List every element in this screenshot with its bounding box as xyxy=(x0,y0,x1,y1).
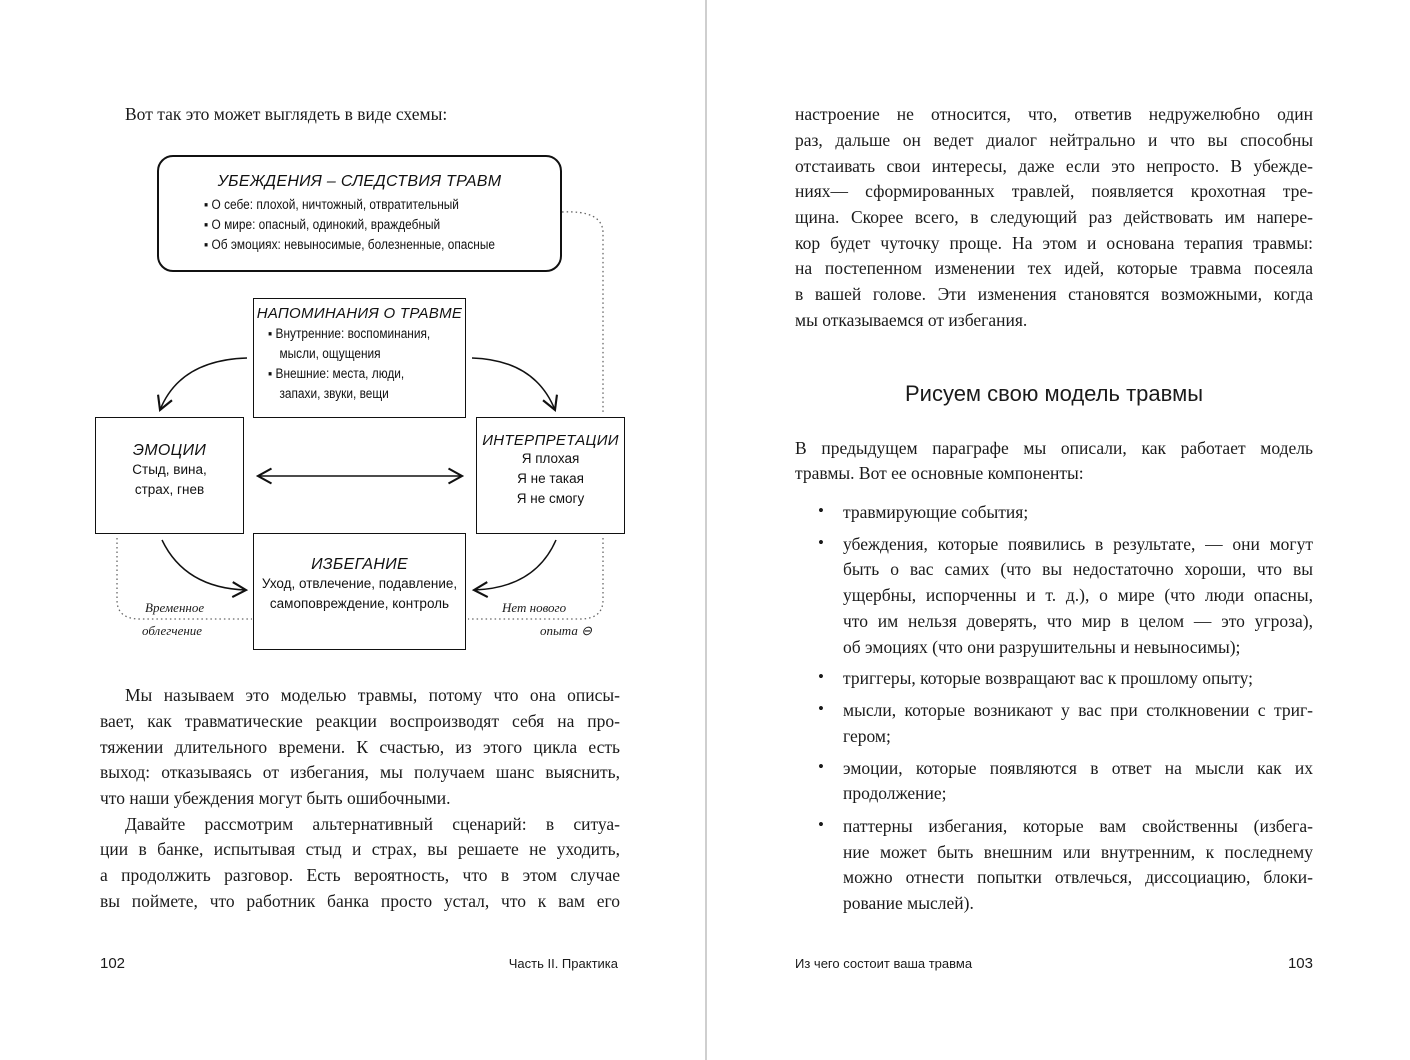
bullet-icon: • xyxy=(818,501,824,520)
reminders-item: мысли, ощущения xyxy=(279,346,381,361)
list-item: триггеры, которые возвращают вас к прошлому опыту; xyxy=(843,668,1253,688)
interpretations-line: Я не смогу xyxy=(516,491,585,506)
reminders-box xyxy=(253,298,466,418)
beliefs-item: ▪ О мире: опасный, одинокий, враждебный xyxy=(204,217,441,232)
list-item: травмирующие события; xyxy=(843,502,1029,522)
interpretations-box xyxy=(476,417,625,534)
list-item: можно отнести попытки отвлечься, диссоциацию, блоки- xyxy=(843,867,1313,887)
bullet-icon: • xyxy=(818,533,824,552)
body-line: вает, как травматические реакции воспроизводят себя на про- xyxy=(100,711,620,731)
body-line: В предыдущем параграфе мы описали, как работает модель xyxy=(795,438,1313,458)
body-line: травмы. Вот ее основные компоненты: xyxy=(795,463,1084,483)
page-number-right: 103 xyxy=(1287,955,1313,972)
reminders-title: НАПОМИНАНИЯ О ТРАВМЕ xyxy=(256,305,463,322)
emotions-line: страх, гнев xyxy=(134,482,205,497)
emotions-title: ЭМОЦИИ xyxy=(132,442,207,459)
avoidance-line: самоповреждение, контроль xyxy=(269,596,450,611)
page-gutter xyxy=(705,0,707,1060)
body-line: выход: отказываясь от избегания, мы получаем шанс выяснить, xyxy=(100,762,620,782)
running-head-left: Часть II. Практика xyxy=(508,956,618,971)
list-item: рование мыслей). xyxy=(843,893,974,913)
beliefs-title: УБЕЖДЕНИЯ – СЛЕДСТВИЯ ТРАВМ xyxy=(217,173,502,190)
dotted-feedback-line xyxy=(562,212,603,412)
running-head-right: Из чего состоит ваша травма xyxy=(795,956,973,971)
list-item: мысли, которые возникают у вас при столкновении с триг- xyxy=(843,700,1313,720)
list-item: что им нельзя доверять, что мир в целом — это угроза), xyxy=(843,611,1313,631)
note-no-new-experience: Нет нового xyxy=(502,600,567,615)
body-line: настроение не относится, что, ответив недружелюбно один xyxy=(795,104,1313,124)
interpretations-line: Я плохая xyxy=(521,451,580,466)
emotions-box xyxy=(95,417,244,534)
body-line: Мы называем это моделью травмы, потому что она описы- xyxy=(125,685,620,705)
body-line: ниях— сформированных травлей, появляется крохотная тре- xyxy=(795,181,1313,201)
avoidance-box xyxy=(253,533,466,650)
list-item: паттерны избегания, которые вам свойственны (избега- xyxy=(843,816,1313,836)
reminders-item: ▪ Внешние: места, люди, xyxy=(268,366,405,381)
list-item: об эмоциях (что они разрушительны и невыносимы); xyxy=(843,637,1241,657)
reminders-item: ▪ Внутренние: воспоминания, xyxy=(268,326,431,341)
beliefs-item: ▪ Об эмоциях: невыносимые, болезненные, опасные xyxy=(204,237,496,252)
bullet-icon: • xyxy=(818,815,824,834)
list-item: эмоции, которые появляются в ответ на мысли как их xyxy=(843,758,1313,778)
list-item: ущербны, испорченны и т. д.), о мире (что люди опасны, xyxy=(843,585,1313,605)
reminders-item: запахи, звуки, вещи xyxy=(279,386,389,401)
bullet-icon: • xyxy=(818,757,824,776)
body-line: кор будет чуточку проще. На этом и основана терапия травмы: xyxy=(795,233,1313,253)
body-line: раз, дальше он ведет диалог нейтрально и что вы способны xyxy=(795,130,1313,150)
avoidance-line: Уход, отвлечение, подавление, xyxy=(261,576,458,591)
note-temporary-relief: Временное xyxy=(145,600,205,615)
body-line: на постепенном изменении тех идей, которые травма посеяла xyxy=(795,258,1313,278)
list-item: убеждения, которые появились в результате, — они могут xyxy=(843,534,1313,554)
bullet-icon: • xyxy=(818,667,824,686)
list-item: продолжение; xyxy=(843,783,947,803)
body-line: Давайте рассмотрим альтернативный сценарий: в ситуа- xyxy=(125,814,620,834)
body-line: мы отказываемся от избегания. xyxy=(795,310,1028,330)
interpretations-title: ИНТЕРПРЕТАЦИИ xyxy=(482,432,619,449)
page-number-left: 102 xyxy=(100,955,126,972)
body-line: а продолжить разговор. Есть вероятность, что в этом случае xyxy=(100,865,620,885)
body-line: что наши убеждения могут быть ошибочными. xyxy=(100,788,451,808)
list-item: гером; xyxy=(843,726,891,746)
body-line: ции в банке, испытывая стыд и страх, вы решаете не уходить, xyxy=(100,839,620,859)
list-item: ние может быть внешним или внутренним, к последнему xyxy=(843,842,1313,862)
body-line: вы поймете, что работник банка просто устал, что к вам его xyxy=(100,891,620,911)
section-heading: Рисуем свою модель травмы xyxy=(904,381,1204,406)
intro-text: Вот так это может выглядеть в виде схемы: xyxy=(125,104,448,124)
note-no-new-experience: опыта ⊖ xyxy=(540,623,592,638)
list-item: быть о вас самих (что вы недостаточно хороши, что вы xyxy=(843,559,1313,579)
beliefs-item: ▪ О себе: плохой, ничтожный, отвратительный xyxy=(204,197,459,212)
body-line: в вашей голове. Эти изменения становятся возможными, когда xyxy=(795,284,1313,304)
note-temporary-relief: облегчение xyxy=(142,623,203,638)
interpretations-line: Я не такая xyxy=(517,471,584,486)
body-line: тяжении длительного времени. К счастью, из этого цикла есть xyxy=(100,737,620,757)
body-line: щина. Скорее всего, в следующий раз действовать им напере- xyxy=(795,207,1313,227)
bullet-icon: • xyxy=(818,699,824,718)
avoidance-title: ИЗБЕГАНИЕ xyxy=(311,556,408,573)
emotions-line: Стыд, вина, xyxy=(132,462,207,477)
beliefs-box xyxy=(157,155,562,272)
body-line: отстаивать свои интересы, даже если это непросто. В убежде- xyxy=(795,156,1313,176)
